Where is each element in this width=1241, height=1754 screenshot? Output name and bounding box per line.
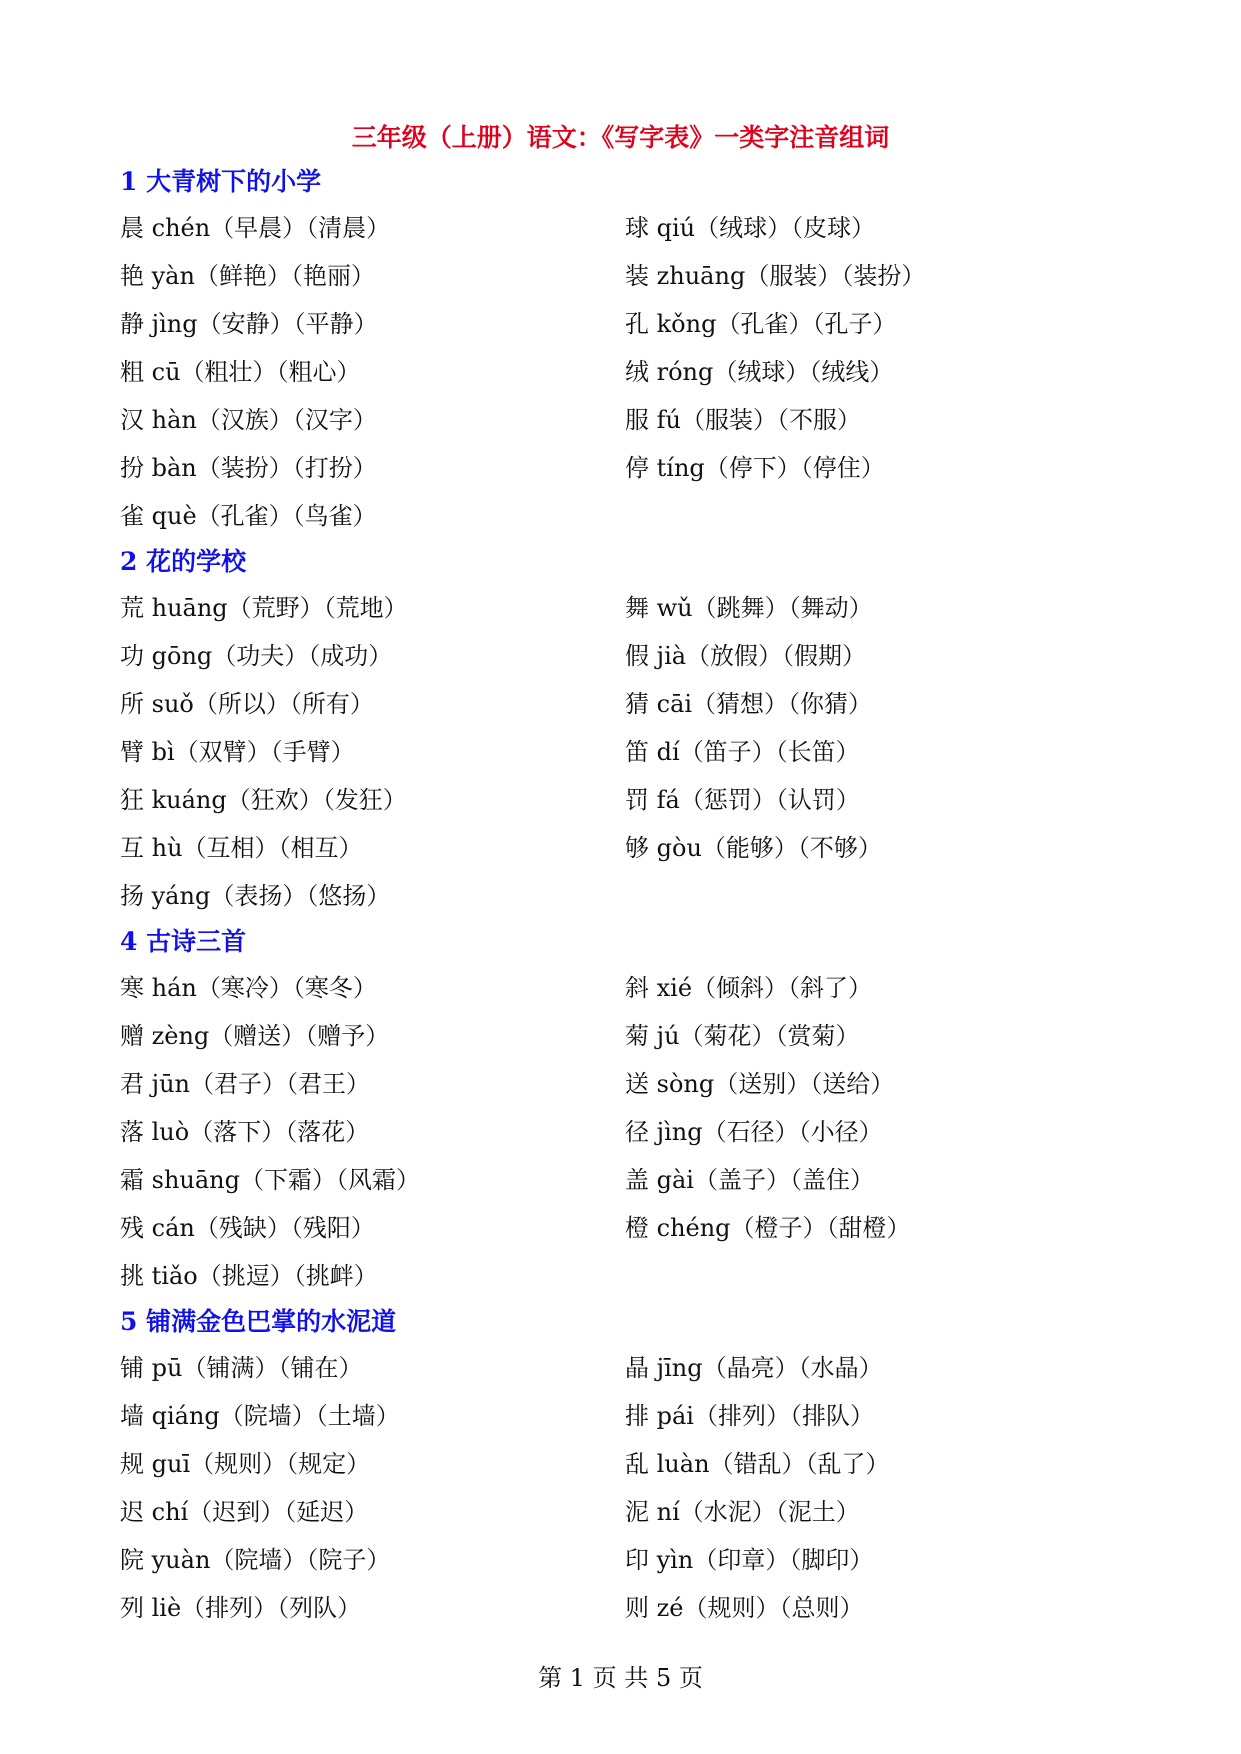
word-entry: 罚 fá（惩罚）（认罚） xyxy=(625,786,860,814)
word-entry: 斜 xié（倾斜）（斜了） xyxy=(625,974,873,1002)
page-footer: 第 1 页 共 5 页 xyxy=(538,1664,703,1692)
word-entry: 晶 jīng（晶亮）（水晶） xyxy=(625,1354,883,1382)
word-entry: 径 jìng（石径）（小径） xyxy=(625,1118,883,1146)
section-1 xyxy=(120,160,1180,540)
word-entry: 假 jià（放假）（假期） xyxy=(625,642,867,670)
section-heading: 2 花的学校 xyxy=(120,547,247,576)
word-entry: 舞 wǔ（跳舞）（舞动） xyxy=(625,594,873,622)
section-heading: 5 铺满金色巴掌的水泥道 xyxy=(120,1307,397,1336)
word-grid xyxy=(120,964,1180,1300)
word-entry: 功 gōng（功夫）（成功） xyxy=(120,642,393,670)
word-entry: 盖 gài（盖子）（盖住） xyxy=(625,1166,874,1194)
word-entry: 迟 chí（迟到）（延迟） xyxy=(120,1498,369,1526)
word-entry: 残 cán（残缺）（残阳） xyxy=(120,1214,375,1242)
word-entry: 孔 kǒng（孔雀）（孔子） xyxy=(625,310,897,338)
word-entry: 服 fú（服装）（不服） xyxy=(625,406,861,434)
word-entry: 则 zé（规则）（总则） xyxy=(625,1594,864,1622)
word-entry: 挑 tiǎo（挑逗）（挑衅） xyxy=(120,1262,378,1290)
word-entry: 赠 zèng（赠送）（赠予） xyxy=(120,1022,390,1050)
word-entry: 菊 jú（菊花）（赏菊） xyxy=(625,1022,860,1050)
section-2 xyxy=(120,540,1180,920)
word-entry: 落 luò（落下）（落花） xyxy=(120,1118,370,1146)
word-entry: 停 tíng（停下）（停住） xyxy=(625,454,885,482)
word-entry: 扮 bàn（装扮）（打扮） xyxy=(120,454,377,482)
word-entry: 够 gòu（能够）（不够） xyxy=(625,834,882,862)
word-entry: 所 suǒ（所以）（所有） xyxy=(120,690,374,718)
word-entry: 艳 yàn（鲜艳）（艳丽） xyxy=(120,262,375,290)
word-entry: 霜 shuāng（下霜）（风霜） xyxy=(120,1166,420,1194)
section-4 xyxy=(120,920,1180,1300)
word-grid xyxy=(120,1344,1180,1632)
word-entry: 送 sòng（送别）（送给） xyxy=(625,1070,895,1098)
word-entry: 晨 chén（早晨）（清晨） xyxy=(120,214,391,242)
word-entry: 装 zhuāng（服装）（装扮） xyxy=(625,262,926,290)
word-entry: 绒 róng（绒球）（绒线） xyxy=(625,358,894,386)
word-grid xyxy=(120,584,1180,920)
word-entry: 院 yuàn（院墙）（院子） xyxy=(120,1546,391,1574)
word-entry: 臂 bì（双臂）（手臂） xyxy=(120,738,355,766)
word-entry: 铺 pū（铺满）（铺在） xyxy=(120,1354,363,1382)
word-entry: 橙 chéng（橙子）（甜橙） xyxy=(625,1214,911,1242)
content xyxy=(120,160,1180,1632)
word-entry: 泥 ní（水泥）（泥土） xyxy=(625,1498,860,1526)
word-entry: 球 qiú（绒球）（皮球） xyxy=(625,214,876,242)
word-entry: 雀 què（孔雀）（鸟雀） xyxy=(120,502,377,530)
word-entry: 墙 qiáng（院墙）（土墙） xyxy=(120,1402,400,1430)
page-title: 三年级（上册）语文：《写字表》一类字注音组词 xyxy=(351,123,890,152)
section-5 xyxy=(120,1300,1180,1632)
word-entry: 汉 hàn（汉族）（汉字） xyxy=(120,406,377,434)
word-entry: 荒 huāng（荒野）（荒地） xyxy=(120,594,408,622)
word-entry: 列 liè（排列）（列队） xyxy=(120,1594,362,1622)
word-entry: 排 pái（排列）（排队） xyxy=(625,1402,874,1430)
word-entry: 静 jìng（安静）（平静） xyxy=(120,310,378,338)
section-heading: 4 古诗三首 xyxy=(120,927,247,956)
word-entry: 君 jūn（君子）（君王） xyxy=(120,1070,370,1098)
word-entry: 互 hù（互相）（相互） xyxy=(120,834,363,862)
word-entry: 规 guī（规则）（规定） xyxy=(120,1450,371,1478)
word-entry: 印 yìn（印章）（脚印） xyxy=(625,1546,874,1574)
word-entry: 狂 kuáng（狂欢）（发狂） xyxy=(120,786,407,814)
word-entry: 粗 cū（粗壮）（粗心） xyxy=(120,358,361,386)
word-entry: 笛 dí（笛子）（长笛） xyxy=(625,738,860,766)
word-entry: 乱 luàn（错乱）（乱了） xyxy=(625,1450,890,1478)
section-heading: 1 大青树下的小学 xyxy=(120,167,322,196)
word-entry: 猜 cāi（猜想）（你猜） xyxy=(625,690,873,718)
word-grid xyxy=(120,204,1180,540)
word-entry: 扬 yáng（表扬）（悠扬） xyxy=(120,882,391,910)
word-entry: 寒 hán（寒冷）（寒冬） xyxy=(120,974,377,1002)
